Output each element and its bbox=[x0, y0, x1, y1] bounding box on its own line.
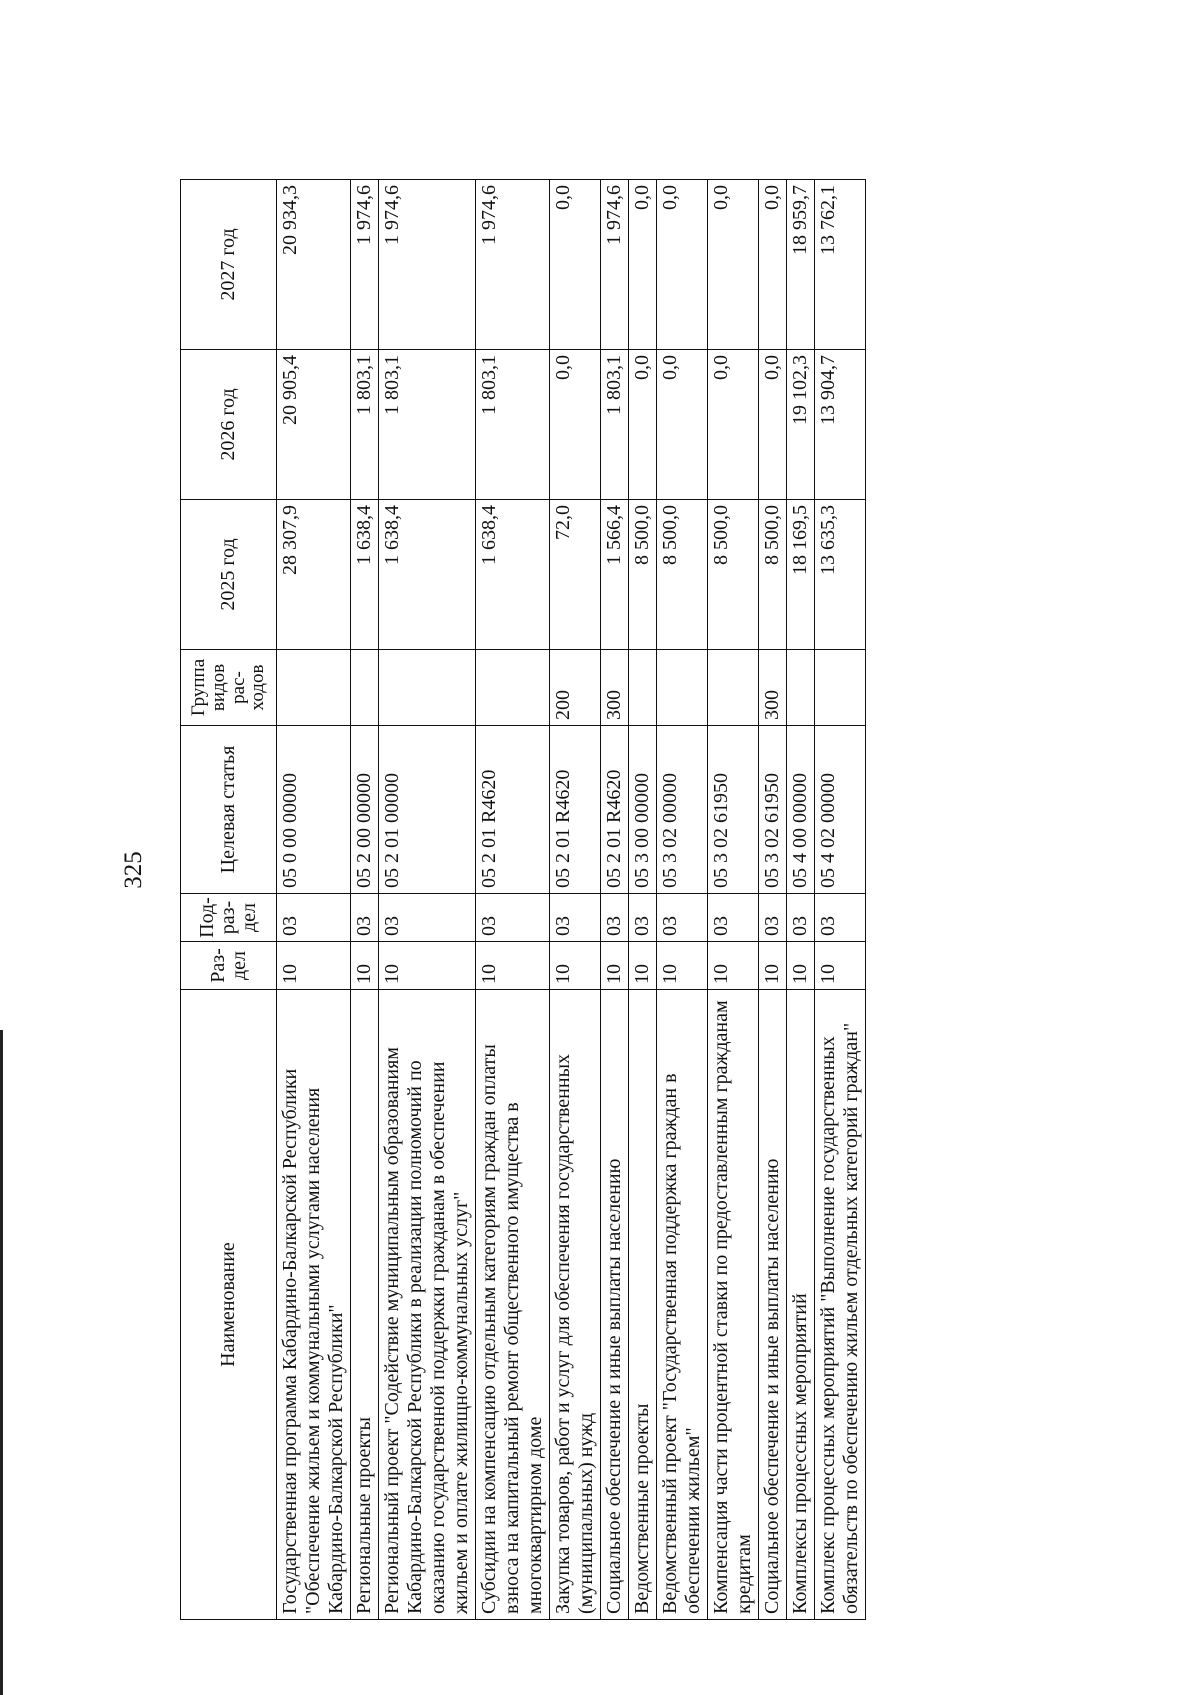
cell-razdel: 10 bbox=[476, 942, 550, 990]
cell-y2025: 1 638,4 bbox=[379, 500, 476, 650]
cell-podrazdel: 03 bbox=[550, 894, 601, 942]
cell-group: 300 bbox=[759, 650, 787, 726]
cell-podrazdel: 03 bbox=[787, 894, 815, 942]
cell-razdel: 10 bbox=[708, 942, 759, 990]
header-y2027: 2027 год bbox=[181, 180, 277, 350]
table-row bbox=[476, 180, 550, 1620]
cell-y2027: 1 974,6 bbox=[476, 180, 550, 350]
cell-target: 05 4 02 00000 bbox=[815, 726, 866, 894]
cell-group: 200 bbox=[550, 650, 601, 726]
cell-target: 05 2 01 R4620 bbox=[601, 726, 629, 894]
cell-razdel: 10 bbox=[550, 942, 601, 990]
cell-y2026: 1 803,1 bbox=[351, 350, 379, 500]
cell-y2027: 0,0 bbox=[629, 180, 657, 350]
table-row bbox=[787, 180, 815, 1620]
cell-y2025: 28 307,9 bbox=[277, 500, 351, 650]
cell-y2025: 8 500,0 bbox=[708, 500, 759, 650]
cell-podrazdel: 03 bbox=[476, 894, 550, 942]
cell-group bbox=[351, 650, 379, 726]
cell-razdel: 10 bbox=[657, 942, 708, 990]
cell-y2025: 8 500,0 bbox=[629, 500, 657, 650]
cell-y2026: 13 904,7 bbox=[815, 350, 866, 500]
cell-y2025: 1 566,4 bbox=[601, 500, 629, 650]
cell-y2027: 1 974,6 bbox=[351, 180, 379, 350]
scan-margin-line bbox=[0, 1030, 3, 1695]
cell-target: 05 2 00 00000 bbox=[351, 726, 379, 894]
cell-target: 05 3 00 00000 bbox=[629, 726, 657, 894]
cell-y2027: 0,0 bbox=[550, 180, 601, 350]
cell-name: Государственная программа Кабардино-Балкарской Республики "Обеспечение жильем и коммунальными услугами населения Кабардино-Балкарской Республики" bbox=[277, 990, 351, 1620]
cell-group bbox=[657, 650, 708, 726]
cell-y2026: 0,0 bbox=[629, 350, 657, 500]
cell-name: Компенсация части процентной ставки по предоставленным гражданам кредитам bbox=[708, 990, 759, 1620]
table-row bbox=[708, 180, 759, 1620]
cell-group bbox=[815, 650, 866, 726]
cell-y2026: 0,0 bbox=[657, 350, 708, 500]
cell-razdel: 10 bbox=[787, 942, 815, 990]
header-y2025: 2025 год bbox=[181, 500, 277, 650]
cell-target: 05 2 01 00000 bbox=[379, 726, 476, 894]
cell-group bbox=[476, 650, 550, 726]
cell-podrazdel: 03 bbox=[815, 894, 866, 942]
cell-razdel: 10 bbox=[815, 942, 866, 990]
header-name: Наименование bbox=[181, 990, 277, 1620]
table-row bbox=[759, 180, 787, 1620]
cell-group bbox=[379, 650, 476, 726]
cell-podrazdel: 03 bbox=[759, 894, 787, 942]
cell-name: Региональный проект "Содействие муниципальным образованиям Кабардино-Балкарской Республики в реализации полномочий по оказанию государственной поддержки гражданам в обеспечении жильем и оплате жилищно-коммунальных услуг" bbox=[379, 990, 476, 1620]
cell-podrazdel: 03 bbox=[379, 894, 476, 942]
cell-name: Ведомственные проекты bbox=[629, 990, 657, 1620]
cell-group: 300 bbox=[601, 650, 629, 726]
cell-name: Субсидии на компенсацию отдельным категориям граждан оплаты взноса на капитальный ремонт общественного имущества в многоквартирном доме bbox=[476, 990, 550, 1620]
cell-y2027: 0,0 bbox=[657, 180, 708, 350]
cell-group bbox=[787, 650, 815, 726]
cell-name: Региональные проекты bbox=[351, 990, 379, 1620]
cell-group bbox=[629, 650, 657, 726]
cell-y2027: 1 974,6 bbox=[601, 180, 629, 350]
table-row bbox=[379, 180, 476, 1620]
cell-razdel: 10 bbox=[629, 942, 657, 990]
rotated-page bbox=[120, 40, 1080, 1640]
header-y2026: 2026 год bbox=[181, 350, 277, 500]
cell-y2025: 8 500,0 bbox=[759, 500, 787, 650]
table-row bbox=[629, 180, 657, 1620]
cell-name: Социальное обеспечение и иные выплаты населению bbox=[601, 990, 629, 1620]
table-row bbox=[601, 180, 629, 1620]
cell-y2026: 1 803,1 bbox=[476, 350, 550, 500]
cell-target: 05 2 01 R4620 bbox=[476, 726, 550, 894]
cell-target: 05 3 02 61950 bbox=[759, 726, 787, 894]
cell-y2026: 19 102,3 bbox=[787, 350, 815, 500]
table-row bbox=[550, 180, 601, 1620]
cell-y2025: 1 638,4 bbox=[351, 500, 379, 650]
cell-target: 05 3 02 00000 bbox=[657, 726, 708, 894]
cell-name: Комплекс процессных мероприятий "Выполнение государственных обязательств по обеспечению жильем отдельных категорий граждан" bbox=[815, 990, 866, 1620]
cell-y2027: 20 934,3 bbox=[277, 180, 351, 350]
cell-target: 05 4 00 00000 bbox=[787, 726, 815, 894]
cell-y2026: 0,0 bbox=[759, 350, 787, 500]
cell-y2025: 1 638,4 bbox=[476, 500, 550, 650]
cell-podrazdel: 03 bbox=[351, 894, 379, 942]
cell-y2026: 0,0 bbox=[708, 350, 759, 500]
table-row bbox=[657, 180, 708, 1620]
cell-y2026: 0,0 bbox=[550, 350, 601, 500]
table-row bbox=[351, 180, 379, 1620]
cell-podrazdel: 03 bbox=[629, 894, 657, 942]
table-row bbox=[277, 180, 351, 1620]
header-podrazdel: Под-раз-дел bbox=[181, 894, 277, 942]
cell-y2026: 1 803,1 bbox=[379, 350, 476, 500]
cell-y2026: 1 803,1 bbox=[601, 350, 629, 500]
cell-group bbox=[708, 650, 759, 726]
cell-y2025: 18 169,5 bbox=[787, 500, 815, 650]
header-target: Целевая статья bbox=[181, 726, 277, 894]
cell-target: 05 0 00 00000 bbox=[277, 726, 351, 894]
cell-razdel: 10 bbox=[759, 942, 787, 990]
cell-y2027: 18 959,7 bbox=[787, 180, 815, 350]
cell-razdel: 10 bbox=[601, 942, 629, 990]
cell-razdel: 10 bbox=[379, 942, 476, 990]
cell-y2025: 13 635,3 bbox=[815, 500, 866, 650]
cell-target: 05 2 01 R4620 bbox=[550, 726, 601, 894]
cell-podrazdel: 03 bbox=[708, 894, 759, 942]
cell-y2027: 0,0 bbox=[708, 180, 759, 350]
table-header-row bbox=[181, 180, 277, 1620]
cell-podrazdel: 03 bbox=[657, 894, 708, 942]
cell-group bbox=[277, 650, 351, 726]
cell-y2027: 1 974,6 bbox=[379, 180, 476, 350]
header-group: Группа видов рас-ходов bbox=[181, 650, 277, 726]
cell-razdel: 10 bbox=[277, 942, 351, 990]
cell-y2027: 0,0 bbox=[759, 180, 787, 350]
cell-y2027: 13 762,1 bbox=[815, 180, 866, 350]
cell-name: Социальное обеспечение и иные выплаты населению bbox=[759, 990, 787, 1620]
budget-table bbox=[180, 179, 866, 1620]
table-row bbox=[815, 180, 866, 1620]
cell-name: Закупка товаров, работ и услуг для обеспечения государственных (муниципальных) нужд bbox=[550, 990, 601, 1620]
cell-y2025: 72,0 bbox=[550, 500, 601, 650]
cell-y2026: 20 905,4 bbox=[277, 350, 351, 500]
cell-y2025: 8 500,0 bbox=[657, 500, 708, 650]
cell-podrazdel: 03 bbox=[277, 894, 351, 942]
cell-razdel: 10 bbox=[351, 942, 379, 990]
cell-name: Комплексы процессных мероприятий bbox=[787, 990, 815, 1620]
header-razdel: Раз-дел bbox=[181, 942, 277, 990]
cell-podrazdel: 03 bbox=[601, 894, 629, 942]
page-number: 325 bbox=[120, 851, 147, 889]
cell-target: 05 3 02 61950 bbox=[708, 726, 759, 894]
cell-name: Ведомственный проект "Государственная поддержка граждан в обеспечении жильем" bbox=[657, 990, 708, 1620]
table-body bbox=[277, 180, 866, 1620]
